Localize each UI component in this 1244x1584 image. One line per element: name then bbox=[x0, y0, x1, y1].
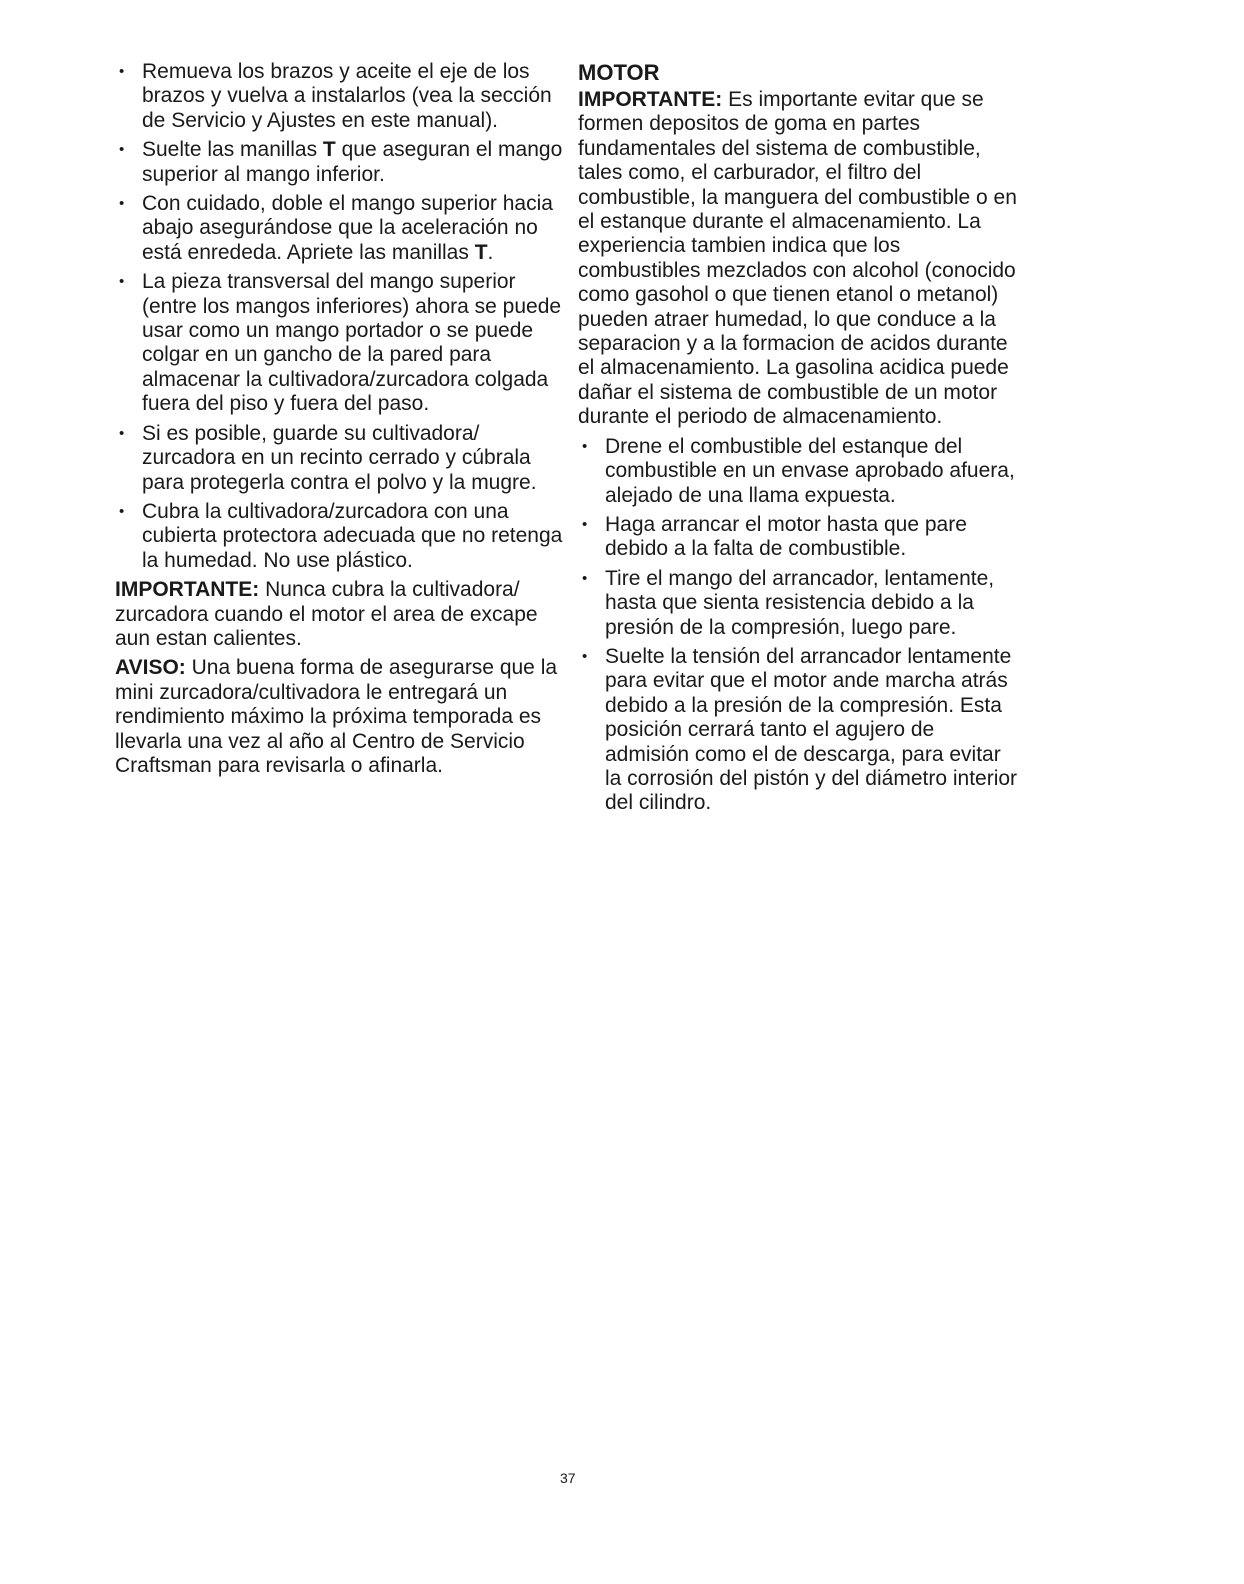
list-item: • Suelte las manillas T que aseguran el mango superior al mango inferior. bbox=[115, 138, 565, 187]
list-item: • Con cuidado, doble el mango superior hacia abajo asegurándose que la aceleración no está enrededa. Apriete las manillas T. bbox=[115, 192, 565, 265]
storage-steps-list bbox=[115, 60, 565, 573]
important-label: IMPORTANTE: bbox=[578, 88, 723, 111]
list-item: • La pieza transversal del mango superior (entre los mangos inferiores) ahora se puede usar como un mango portador o se puede colgar en un gancho de la pared para almacenar la cultivadora/zurcadora colgada fuera del piso y fuera del paso. bbox=[115, 270, 565, 416]
notice-label: AVISO: bbox=[115, 656, 186, 680]
list-item: • Cubra la cultivadora/zurcadora con una cubierta protectora adecuada que no retenga la humedad. No use plástico. bbox=[115, 500, 565, 573]
notice-text: Una buena forma de asegurarse que la mini zurcadora/cultivadora le entregará un rendimiento máximo la próxima temporada es llevarla una vez al año al Centro de Servicio Craftsman para revisarla o afinarla. bbox=[115, 656, 558, 777]
important-text: Nunca cubra la cultivadora/ zurcadora cuando el motor el area de excape aun estan calientes. bbox=[115, 578, 538, 650]
important-label: IMPORTANTE: bbox=[115, 578, 260, 602]
list-item: • Si es posible, guarde su cultivadora/ zurcadora en un recinto cerrado y cúbrala para protegerla contra el polvo y la mugre. bbox=[115, 422, 565, 495]
list-item: • Tire el mango del arrancador, lentamente, hasta que sienta resistencia debido a la presión de la compresión, luego pare. bbox=[578, 567, 1018, 640]
list-item: • Suelte la tensión del arrancador lentamente para evitar que el motor ande marcha atrás debido a la presión de la compresión. Esta posición cerrará tanto el agujero de admisión como el de descarga, para evitar la corrosión del pistón y del diámetro interior del cilindro. bbox=[578, 645, 1018, 816]
right-column bbox=[578, 60, 1018, 821]
notice-note bbox=[115, 656, 565, 778]
important-note bbox=[578, 88, 1018, 430]
important-text: Es importante evitar que se formen depositos de goma en partes fundamentales del sistema de combustible, tales como, el carburador, el filtro del combustible, la manguera del combustible o en el estanque durante el almacenamiento. La experiencia tambien indica que los combustibles mezclados con alcohol (conocido como gasohol o que tienen etanol o metanol) pueden atraer humedad, lo que conduce a la separacion y a la formacion de acidos durante el almacenamiento. La gasolina acidica puede dañar el sistema de combustible de un motor durante el periodo de almacenamiento. bbox=[578, 88, 1017, 429]
list-item: • Remueva los brazos y aceite el eje de los brazos y vuelva a instalarlos (vea la sección de Servicio y Ajustes en este manual). bbox=[115, 60, 565, 133]
left-column bbox=[115, 60, 565, 783]
list-item: • Drene el combustible del estanque del combustible en un envase aprobado afuera, alejado de una llama expuesta. bbox=[578, 435, 1018, 508]
section-heading: MOTOR bbox=[578, 60, 660, 85]
important-note bbox=[115, 578, 565, 651]
list-item: • Haga arrancar el motor hasta que pare debido a la falta de combustible. bbox=[578, 513, 1018, 562]
page-number: 37 bbox=[560, 1470, 576, 1486]
engine-steps-list bbox=[578, 435, 1018, 816]
